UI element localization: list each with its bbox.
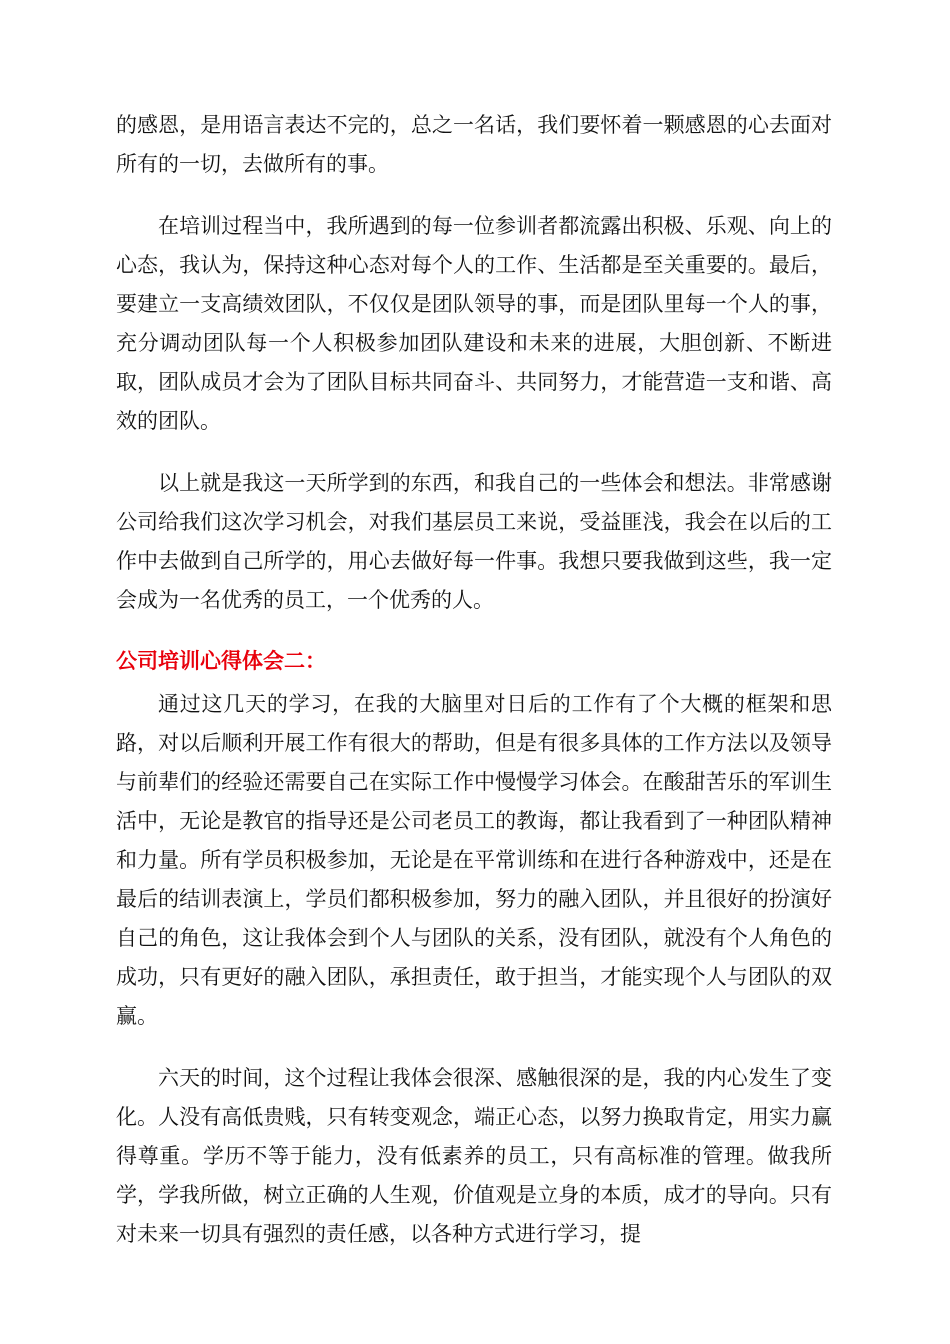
paragraph-six-days: 六天的时间，这个过程让我体会很深、感触很深的是，我的内心发生了变化。人没有高低贵贱，只有转变观念，端正心态，以努力换取肯定，用实力赢得尊重。学历不等于能力，没有低素养的员工，只有高标准的管理。做我所学，学我所做，树立正确的人生观，价值观是立身的本质，成才的导向。只有对未来一切具有强烈的责任感，以各种方式进行学习，提	[116, 1066, 832, 1246]
paragraph-training-attitude: 在培训过程当中，我所遇到的每一位参训者都流露出积极、乐观、向上的心态，我认为，保持这种心态对每个人的工作、生活都是至关重要的。最后，要建立一支高绩效团队，不仅仅是团队领导的事，而是团队里每一个人的事，充分调动团队每一个人积极参加团队建设和未来的进展，大胆创新、不断进取，团队成员才会为了团队目标共同奋斗、共同努力，才能营造一支和谐、高效的团队。	[116, 214, 832, 433]
paragraph-summary-thanks: 以上就是我这一天所学到的东西，和我自己的一些体会和想法。非常感谢公司给我们这次学习机会，对我们基层员工来说，受益匪浅，我会在以后的工作中去做到自己所学的，用心去做好每一件事。我想只要我做到这些，我一定会成为一名优秀的员工，一个优秀的人。	[116, 471, 832, 612]
section-heading: 公司培训心得体会二：	[116, 649, 326, 673]
paragraph-learning-days: 通过这几天的学习，在我的大脑里对日后的工作有了个大概的框架和思路，对以后顺利开展工作有很大的帮助，但是有很多具体的工作方法以及领导与前辈们的经验还需要自己在实际工作中慢慢学习体会。在酸甜苦乐的军训生活中，无论是教官的指导还是公司老员工的教诲，都让我看到了一种团队精神和力量。所有学员积极参加，无论是在平常训练和在进行各种游戏中，还是在最后的结训表演上，学员们都积极参加，努力的融入团队，并且很好的扮演好自己的角色，这让我体会到个人与团队的关系，没有团队，就没有个人角色的成功，只有更好的融入团队，承担责任，敢于担当，才能实现个人与团队的双赢。	[116, 692, 832, 1028]
paragraph-continued: 的感恩，是用语言表达不完的，总之一名话，我们要怀着一颗感恩的心去面对所有的一切，去做所有的事。	[116, 113, 832, 176]
document-body	[116, 106, 832, 1277]
